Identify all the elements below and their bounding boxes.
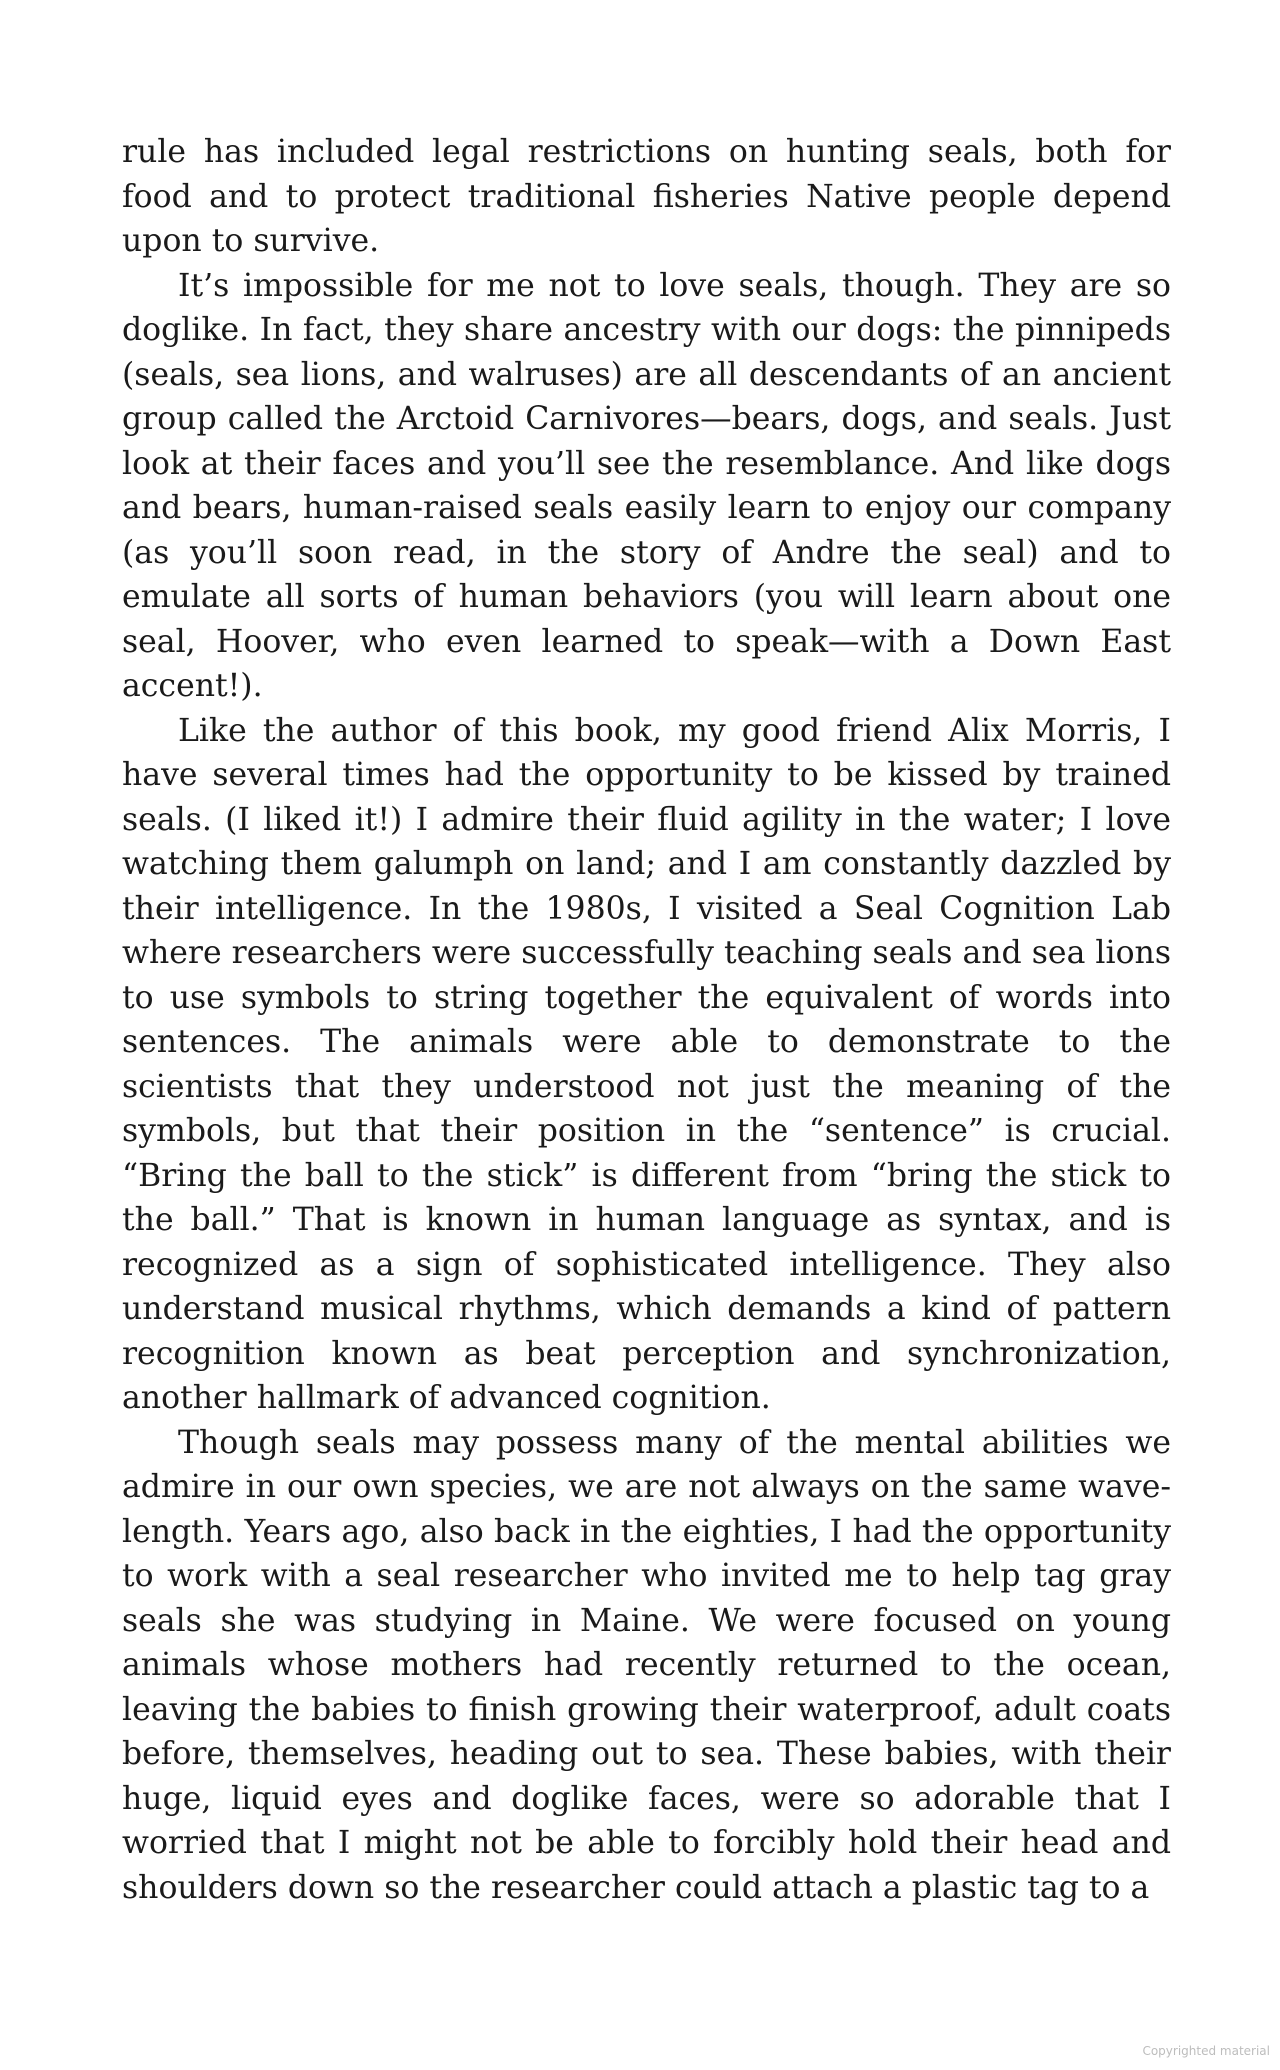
copyright-watermark: Copyrighted material xyxy=(1142,2044,1270,2058)
paragraph-2: It’s impossible for me not to love seals, though. They are so doglike. In fact, they share ancestry with our dogs: the pinnipeds (seals, sea lions, and walruses) are all descendants of an ancient group called the Arctoid Carnivores—bears, dogs, and seals. Just look at their faces and you’ll see the resemblance. And like dogs and bears, human-raised seals easily learn to enjoy our company (as you’ll soon read, in the story of Andre the seal) and to emulate all sorts of human behaviors (you will learn about one seal, Hoover, who even learned to speak—with a Down East accent!). xyxy=(122,267,1171,704)
paragraph-3: Like the author of this book, my good friend Alix Morris, I have several times had the opportunity to be kissed by trained seals. (I liked it!) I admire their fluid agility in the water; I love watching them galumph on land; and I am constantly dazzled by their intelligence. In the 1980s, I visited a Seal Cognition Lab where researchers were successfully teaching seals and sea lions to use symbols to string together the equivalent of words into sentences. The animals were able to demonstrate to the scientists that they understood not just the meaning of the symbols, but that their position in the “sentence” is crucial. “Bring the ball to the stick” is different from “bring the stick to the ball.” That is known in human language as syntax, and is recognized as a sign of sophisticated intelligence. They also understand musical rhythms, which demands a kind of pattern recognition known as beat perception and synchronization, another hallmark of advanced cognition. xyxy=(122,712,1171,1416)
paragraph-4: Though seals may possess many of the mental abilities we admire in our own species, we are not always on the same wavelength. Years ago, also back in the eighties, I had the opportunity to work with a seal researcher who invited me to help tag gray seals she was studying in Maine. We were focused on young animals whose mothers had recently returned to the ocean, leaving the babies to finish growing their waterproof, adult coats before, themselves, heading out to sea. These babies, with their huge, liquid eyes and doglike faces, were so adorable that I worried that I might not be able to forcibly hold their head and shoulders down so the researcher could attach a plastic tag to a xyxy=(122,1424,1171,1906)
book-page xyxy=(122,130,1171,1910)
paragraph-1: rule has included legal restrictions on hunting seals, both for food and to protect traditional fisheries Native people depend upon to survive. xyxy=(122,134,1171,259)
